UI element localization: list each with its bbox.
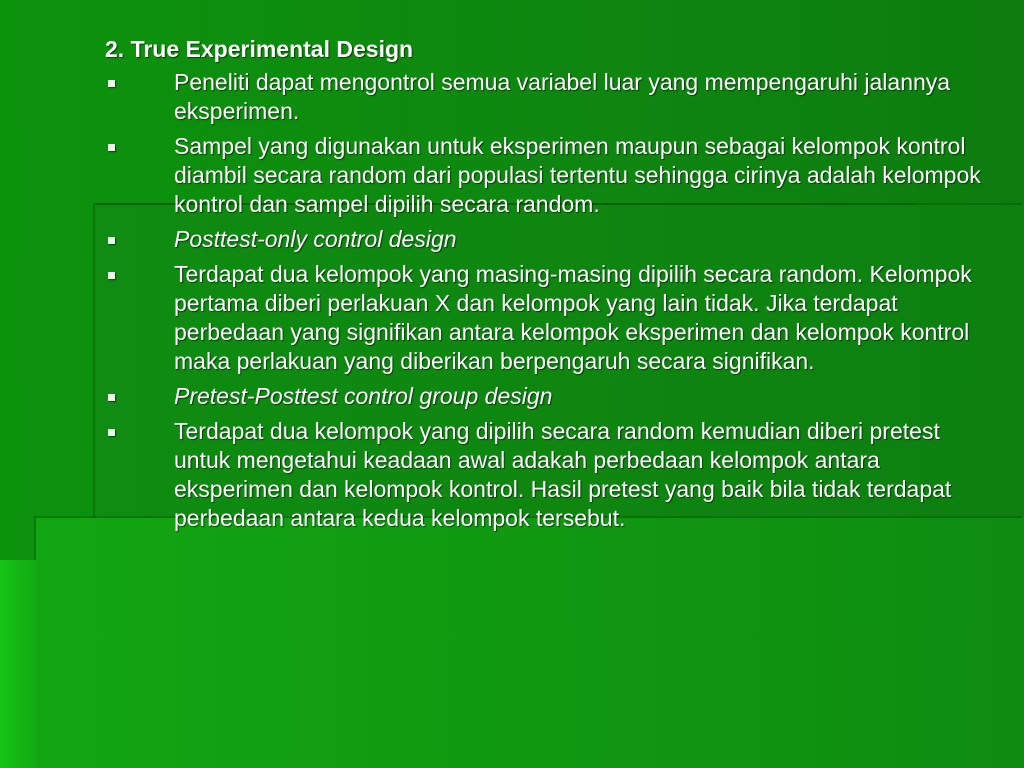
bullet-list <box>105 68 985 533</box>
bullet-item <box>105 417 985 533</box>
square-bullet-icon <box>108 237 115 244</box>
bullet-text: Pretest-Posttest control group design <box>174 383 553 409</box>
bullet-item-design-name <box>105 382 985 411</box>
bullet-item <box>105 68 985 126</box>
bullet-text: Peneliti dapat mengontrol semua variabel luar yang mempengaruhi jalannya eksperimen. <box>174 69 951 124</box>
square-bullet-icon <box>108 272 115 279</box>
square-bullet-icon <box>108 394 115 401</box>
slide-heading: 2. True Experimental Design <box>105 36 414 62</box>
bullet-text: Terdapat dua kelompok yang dipilih secara random kemudian diberi pretest untuk mengetahui keadaan awal adakah perbedaan kelompok antara eksperimen dan kelompok kontrol. Hasil pretest yang baik bila tidak terdapat perbedaan antara kedua kelompok tersebut. <box>174 418 952 531</box>
square-bullet-icon <box>108 80 115 87</box>
bullet-item <box>105 260 985 376</box>
bullet-text: Terdapat dua kelompok yang masing-masing dipilih secara random. Kelompok pertama diberi perlakuan X dan kelompok yang lain tidak. Jika terdapat perbedaan yang signifikan antara kelompok eksperimen dan kelompok kontrol maka perlakuan yang diberikan berpengaruh secara signifikan. <box>174 261 972 374</box>
bullet-item <box>105 132 985 219</box>
square-bullet-icon <box>108 429 115 436</box>
bullet-text: Sampel yang digunakan untuk eksperimen maupun sebagai kelompok kontrol diambil secara random dari populasi tertentu sehingga cirinya adalah kelompok kontrol dan sampel dipilih secara random. <box>174 133 981 217</box>
background-lower-panel <box>36 518 1024 768</box>
slide-content <box>105 35 985 539</box>
bullet-text: Posttest-only control design <box>174 226 457 252</box>
background-corner-block <box>0 560 36 768</box>
square-bullet-icon <box>108 144 115 151</box>
bullet-item-design-name <box>105 225 985 254</box>
